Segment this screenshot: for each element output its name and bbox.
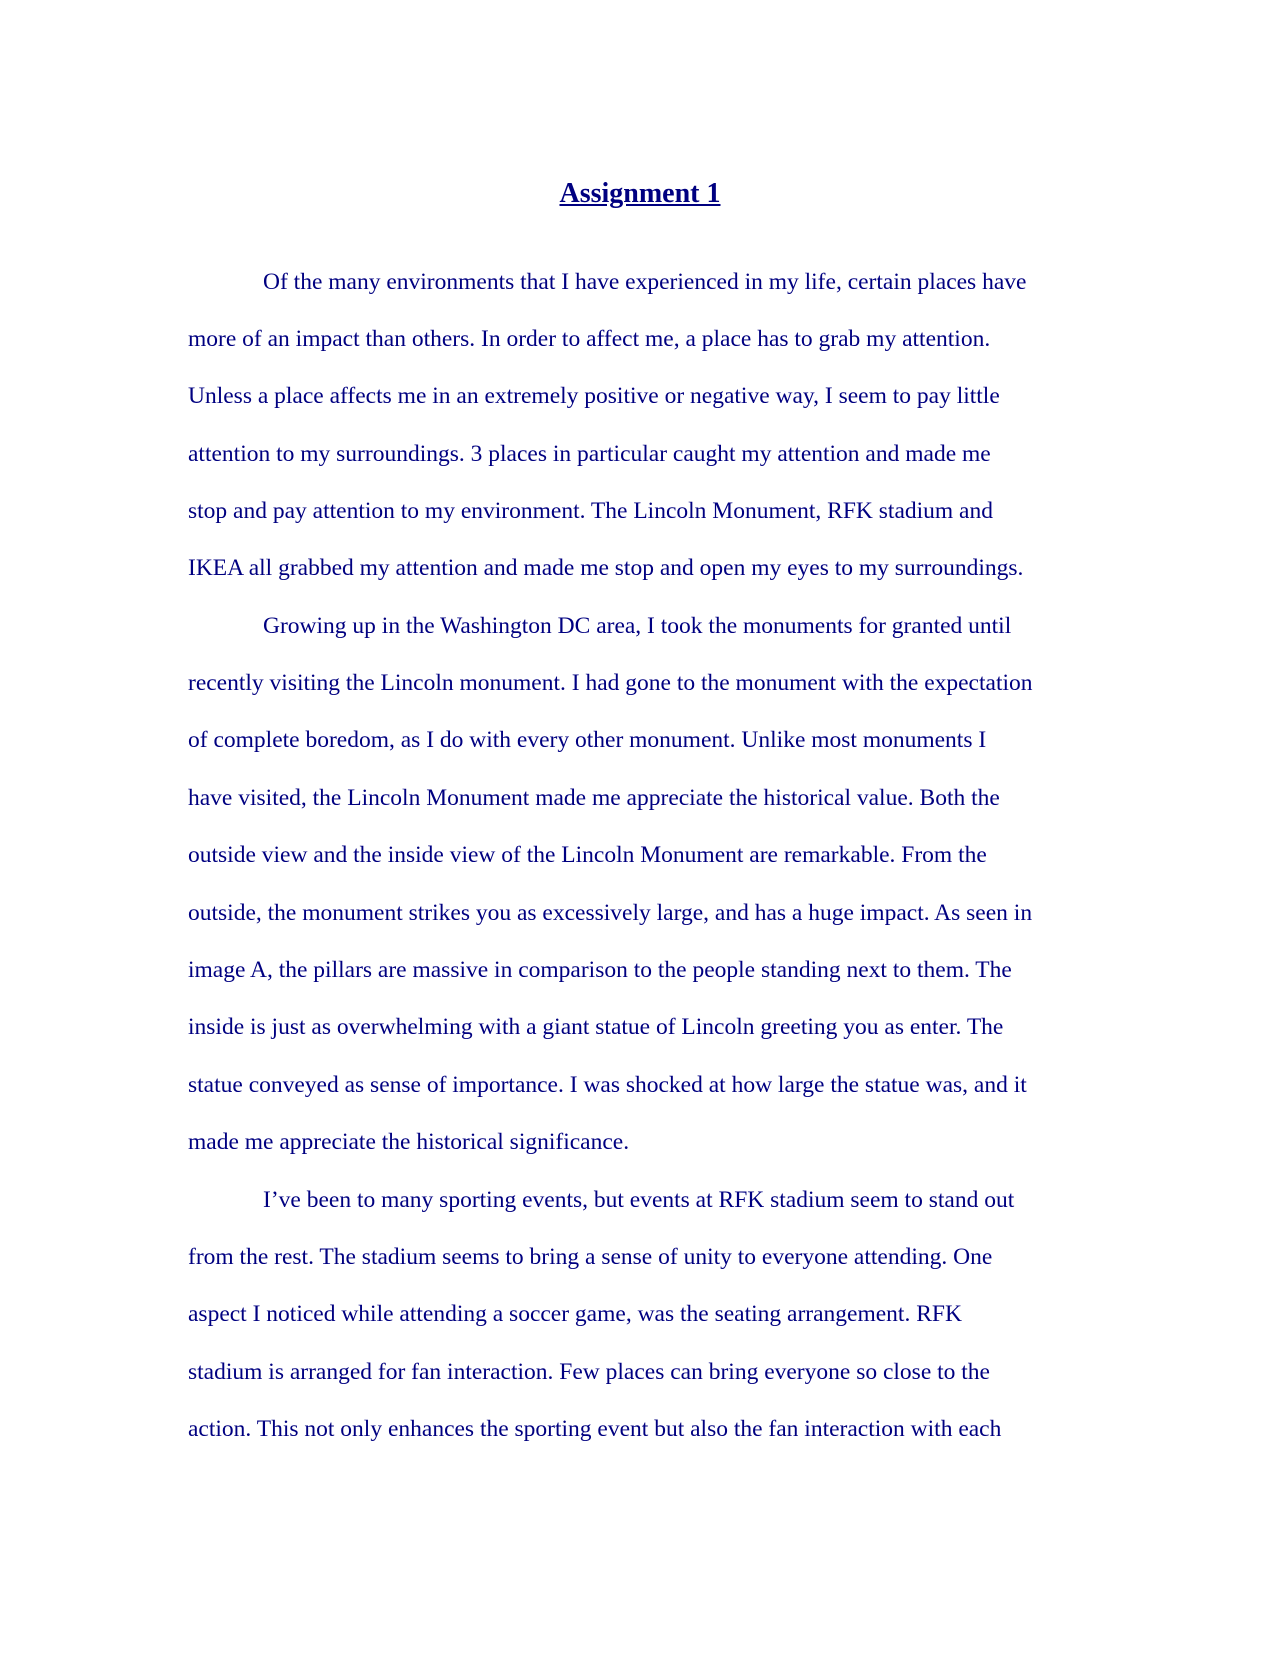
paragraph-2-line-2: recently visiting the Lincoln monument. I had gone to the monument with the expectation xyxy=(188,670,1033,696)
paragraph-1-line-4: attention to my surroundings. 3 places in particular caught my attention and made me xyxy=(188,441,991,467)
paragraph-2-line-8: inside is just as overwhelming with a giant statue of Lincoln greeting you as enter. The xyxy=(188,1014,1004,1040)
paragraph-2-line-1: Growing up in the Washington DC area, I took the monuments for granted until xyxy=(263,613,1012,639)
paragraph-1-line-1: Of the many environments that I have experienced in my life, certain places have xyxy=(263,269,1027,295)
paragraph-2-line-4: have visited, the Lincoln Monument made me appreciate the historical value. Both the xyxy=(188,785,1000,811)
paragraph-2-line-7: image A, the pillars are massive in comparison to the people standing next to them. The xyxy=(188,957,1012,983)
paragraph-3-line-2: from the rest. The stadium seems to bring a sense of unity to everyone attending. One xyxy=(188,1244,993,1270)
paragraph-1-line-6: IKEA all grabbed my attention and made me stop and open my eyes to my surroundings. xyxy=(188,555,1024,581)
paragraph-3-line-1: I’ve been to many sporting events, but events at RFK stadium seem to stand out xyxy=(263,1187,1015,1213)
document-title: Assignment 1 xyxy=(559,178,721,209)
paragraph-2-line-6: outside, the monument strikes you as excessively large, and has a huge impact. As seen in xyxy=(188,900,1033,926)
paragraph-2-line-5: outside view and the inside view of the Lincoln Monument are remarkable. From the xyxy=(188,842,987,868)
paragraph-2-line-3: of complete boredom, as I do with every other monument. Unlike most monuments I xyxy=(188,727,987,753)
paragraph-2-line-10: made me appreciate the historical significance. xyxy=(188,1129,630,1155)
paragraph-3-line-4: stadium is arranged for fan interaction. Few places can bring everyone so close to the xyxy=(188,1359,990,1385)
paragraph-3-line-5: action. This not only enhances the sporting event but also the fan interaction with each xyxy=(188,1416,1002,1442)
paragraph-1-line-5: stop and pay attention to my environment. The Lincoln Monument, RFK stadium and xyxy=(188,498,993,524)
paragraph-1-line-3: Unless a place affects me in an extremely positive or negative way, I seem to pay little xyxy=(188,383,1000,409)
paragraph-3-line-3: aspect I noticed while attending a soccer game, was the seating arrangement. RFK xyxy=(188,1301,962,1327)
paragraph-1-line-2: more of an impact than others. In order to affect me, a place has to grab my attention. xyxy=(188,326,991,352)
paragraph-2-line-9: statue conveyed as sense of importance. I was shocked at how large the statue was, and it xyxy=(188,1072,1027,1098)
